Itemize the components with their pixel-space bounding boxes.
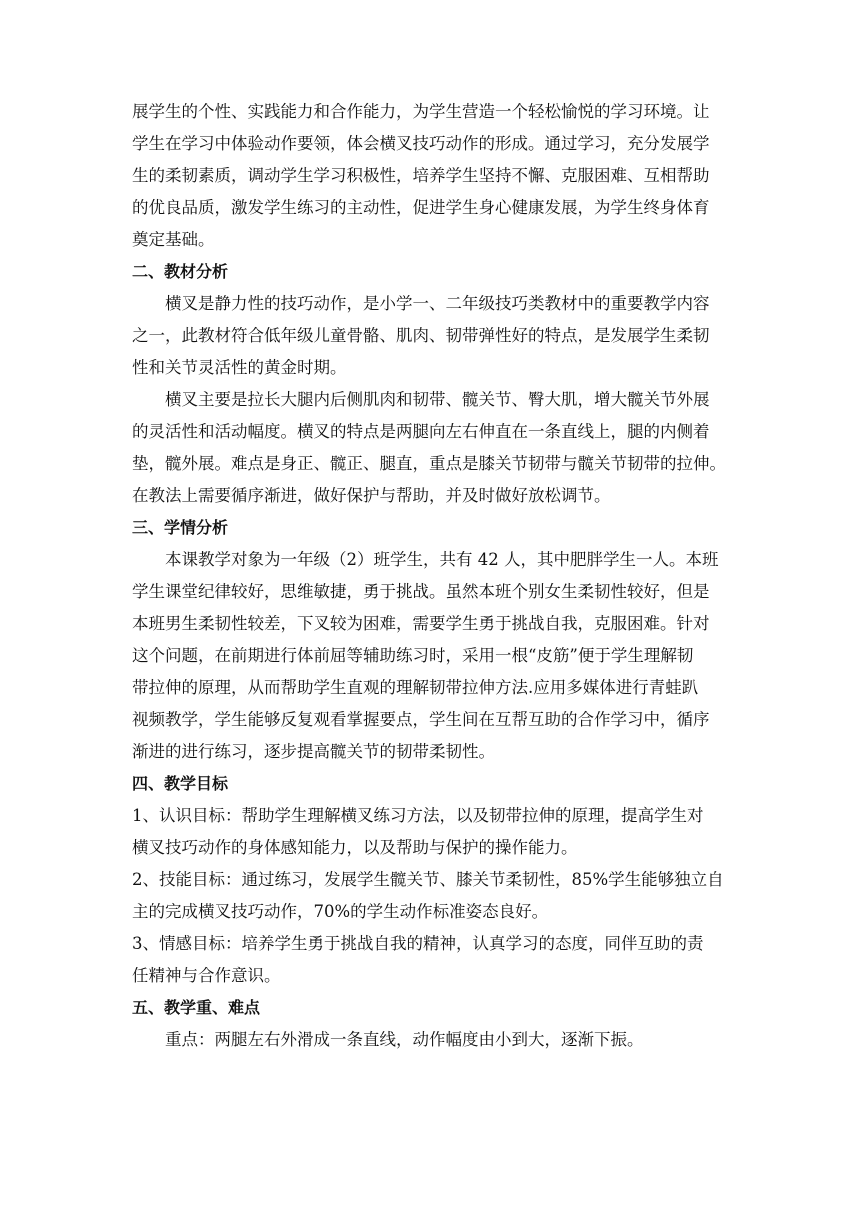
text-line: 之一，此教材符合低年级儿童骨骼、肌肉、韧带弹性好的特点，是发展学生柔韧 (132, 326, 710, 345)
text-line: 这个问题，在前期进行体前屈等辅助练习时，采用一根“皮筋”便于学生理解韧 (132, 646, 694, 665)
text-line: 学生课堂纪律较好，思维敏捷，勇于挑战。虽然本班个别女生柔韧性较好，但是 (132, 582, 710, 601)
text-line: 渐进的进行练习，逐步提高髋关节的韧带柔韧性。 (132, 742, 495, 761)
text-line: 学生在学习中体验动作要领，体会横叉技巧动作的形成。通过学习，充分发展学 (132, 134, 710, 153)
text-line: 横叉技巧动作的身体感知能力，以及帮助与保护的操作能力。 (132, 838, 578, 857)
text-line: 横叉是静力性的技巧动作，是小学一、二年级技巧类教材中的重要教学内容 (165, 294, 710, 313)
objective-skill (132, 864, 738, 928)
text-line: 展学生的个性、实践能力和合作能力，为学生营造一个轻松愉悦的学习环境。让 (132, 102, 710, 121)
text-line: 3、情感目标：培养学生勇于挑战自我的精神，认真学习的态度，同伴互助的责 (132, 934, 704, 953)
intro-paragraph (132, 96, 738, 256)
materials-paragraph-1 (132, 288, 738, 384)
section-heading-students: 三、学情分析 (132, 518, 229, 537)
text-line: 重点：两腿左右外滑成一条直线，动作幅度由小到大，逐渐下振。 (165, 1030, 644, 1049)
students-paragraph (132, 544, 738, 768)
text-line: 生的柔韧素质，调动学生学习积极性，培养学生坚持不懈、克服困难、互相帮助 (132, 166, 710, 185)
key-points-paragraph (132, 1024, 738, 1056)
text-line: 性和关节灵活性的黄金时期。 (132, 358, 347, 377)
text-line: 本课教学对象为一年级（2）班学生，共有 42 人，其中肥胖学生一人。本班 (165, 550, 719, 569)
text-line: 主的完成横叉技巧动作，70%的学生动作标准姿态良好。 (132, 902, 549, 921)
materials-paragraph-2 (132, 384, 738, 512)
text-line: 本班男生柔韧性较差，下叉较为困难，需要学生勇于挑战自我，克服困难。针对 (132, 614, 710, 633)
text-line: 带拉伸的原理，从而帮助学生直观的理解韧带拉伸方法.应用多媒体进行青蛙趴 (132, 678, 699, 697)
section-heading-key-points: 五、教学重、难点 (132, 998, 261, 1017)
text-line: 2、技能目标：通过练习，发展学生髋关节、膝关节柔韧性，85%学生能够独立自 (132, 870, 724, 889)
objective-cognitive (132, 800, 738, 864)
text-line: 任精神与合作意识。 (132, 966, 281, 985)
section-heading-materials: 二、教材分析 (132, 262, 229, 281)
section-heading-objectives: 四、教学目标 (132, 774, 229, 793)
text-line: 视频教学，学生能够反复观看掌握要点，学生间在互帮互助的合作学习中，循序 (132, 710, 710, 729)
text-line: 在教法上需要循序渐进，做好保护与帮助，并及时做好放松调节。 (132, 486, 611, 505)
text-line: 奠定基础。 (132, 230, 215, 249)
text-line: 的灵活性和活动幅度。横叉的特点是两腿向左右伸直在一条直线上，腿的内侧着 (132, 422, 710, 441)
text-line: 垫，髋外展。难点是身正、髋正、腿直，重点是膝关节韧带与髋关节韧带的拉伸。 (132, 454, 726, 473)
text-line: 的优良品质，激发学生练习的主动性，促进学生身心健康发展，为学生终身体育 (132, 198, 710, 217)
text-line: 1、认识目标：帮助学生理解横叉练习方法，以及韧带拉伸的原理，提高学生对 (132, 806, 704, 825)
objective-affective (132, 928, 738, 992)
text-line: 横叉主要是拉长大腿内后侧肌肉和韧带、髋关节、臀大肌，增大髋关节外展 (165, 390, 710, 409)
